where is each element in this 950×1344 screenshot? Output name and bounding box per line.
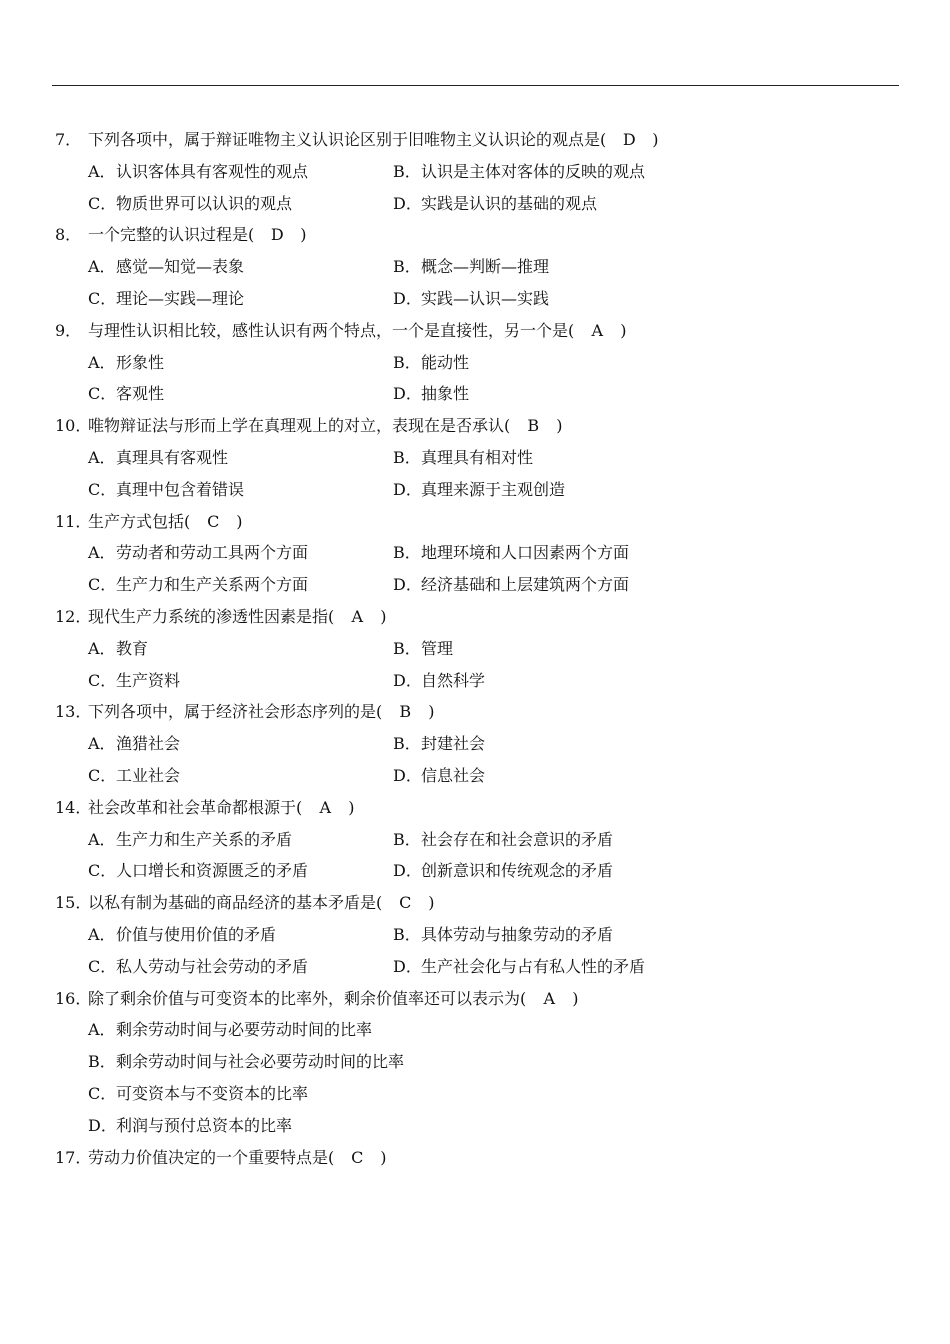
question-number: 15． [55,893,92,913]
answer-paren-open: ( [296,797,303,817]
answer-letter: C [351,1147,364,1167]
question-number: 16． [55,988,92,1008]
option-row [55,855,915,887]
option-text: 认识是主体对客体的反映的观点 [421,161,646,181]
answer-paren-open: ( [504,416,511,436]
option-text: 客观性 [116,384,165,404]
option-letter: D． [393,861,422,881]
question-stem [55,410,915,442]
question-text: 下列各项中，属于辩证唯物主义认识论区别于旧唯物主义认识论的观点是 [88,130,601,149]
option-letter: B． [393,543,421,563]
option [88,188,292,220]
option [393,283,549,315]
option-letter: D． [88,1115,117,1135]
answer-paren-open: ( [328,606,335,626]
answer-letter: C [207,511,220,531]
answer-paren-open: ( [376,893,383,913]
option [88,824,292,856]
option-row [55,728,915,760]
option [393,824,613,856]
option-letter: C． [88,288,117,308]
answer-paren-open: ( [600,130,607,149]
answer-paren-open: ( [328,1147,335,1167]
question-number: 12． [55,606,92,626]
question-text: 生产方式包括 [88,511,185,531]
option-text: 物质世界可以认识的观点 [116,193,293,213]
option-text: 真理具有客观性 [116,447,229,467]
answer-paren-open: ( [568,320,575,340]
option-letter: B． [88,1052,116,1072]
answer-paren-open: ( [376,702,383,722]
option-row [55,919,915,951]
option-letter: B． [393,829,421,849]
option [393,378,469,410]
answer-letter: D [270,225,284,245]
option-text: 剩余劳动时间与必要劳动时间的比率 [116,1020,373,1040]
option-text: 价值与使用价值的矛盾 [116,924,277,944]
option-letter: B． [393,924,421,944]
option-letter: D． [393,288,422,308]
option-row [55,633,915,665]
option-letter: A． [88,352,116,372]
option-text: 生产力和生产关系两个方面 [116,575,309,595]
option-text: 生产力和生产关系的矛盾 [116,829,293,849]
option [88,1078,308,1110]
option-row [55,474,915,506]
option-row [55,347,915,379]
option-text: 人口增长和资源匮乏的矛盾 [116,861,309,881]
option-letter: B． [393,161,421,181]
option [393,855,613,887]
answer-letter: D [622,130,636,149]
option [393,251,549,283]
question-number: 8． [55,225,82,245]
option [88,1046,404,1078]
option-letter: A． [88,447,116,467]
option-text: 管理 [421,638,454,658]
option-letter: A． [88,924,116,944]
option-text: 抽象性 [421,384,470,404]
option-text: 真理来源于主观创造 [421,479,566,499]
option [393,633,453,665]
option [393,919,613,951]
option [393,537,629,569]
option-text: 渔猎社会 [116,734,181,754]
option-letter: D． [393,193,422,213]
option-row [55,951,915,983]
option-text: 概念—判断—推理 [421,257,550,277]
option-letter: C． [88,956,117,976]
question-number: 10． [55,416,92,436]
question-text: 下列各项中，属于经济社会形态序列的是 [88,702,377,722]
option [88,474,244,506]
option-letter: D． [393,479,422,499]
option-text: 私人劳动与社会劳动的矛盾 [116,956,309,976]
option [393,188,597,220]
question-stem [55,506,915,538]
question-stem [55,887,915,919]
option [88,347,164,379]
option [393,347,469,379]
answer-letter: C [399,893,412,913]
option-text: 劳动者和劳动工具两个方面 [116,543,309,563]
option-text: 创新意识和传统观念的矛盾 [421,861,614,881]
option-text: 地理环境和人口因素两个方面 [421,543,630,563]
option-letter: C． [88,193,117,213]
option-row [55,251,915,283]
option [88,156,308,188]
option-text: 具体劳动与抽象劳动的矛盾 [421,924,614,944]
option-text: 教育 [116,638,149,658]
option [88,283,244,315]
option-letter: A． [88,829,116,849]
option-letter: B． [393,447,421,467]
question-list [55,124,915,1173]
option-letter: D． [393,765,422,785]
answer-letter: A [543,988,556,1008]
option-text: 形象性 [116,352,165,372]
question-number: 17． [55,1147,92,1167]
answer-letter: A [351,606,364,626]
option [393,665,485,697]
question-text: 社会改革和社会革命都根源于 [88,797,297,817]
option-row [55,1014,915,1046]
option-text: 真理中包含着错误 [116,479,245,499]
option [88,951,308,983]
question-stem [55,315,915,347]
option-text: 实践—认识—实践 [421,288,550,308]
option-letter: A． [88,1020,116,1040]
answer-paren-close: ) [380,1147,387,1167]
option [88,1110,292,1142]
option-letter: B． [393,352,421,372]
option-row [55,1110,915,1142]
answer-paren-open: ( [520,988,527,1008]
question-stem [55,983,915,1015]
option-letter: C． [88,479,117,499]
option-letter: B． [393,734,421,754]
question-text: 一个完整的认识过程是 [88,225,249,245]
option [88,537,308,569]
option-letter: A． [88,543,116,563]
option-row [55,156,915,188]
option [88,1014,372,1046]
option-letter: C． [88,575,117,595]
question-number: 11． [55,511,92,531]
option-row [55,188,915,220]
option [88,251,244,283]
question-stem [55,124,915,156]
option [88,569,308,601]
option-letter: A． [88,161,116,181]
option [88,728,180,760]
option-text: 能动性 [421,352,470,372]
option [393,951,645,983]
option-text: 经济基础和上层建筑两个方面 [421,575,630,595]
option-letter: A． [88,734,116,754]
option-text: 信息社会 [421,765,486,785]
option-letter: B． [393,638,421,658]
answer-paren-open: ( [184,511,191,531]
question-text: 劳动力价值决定的一个重要特点是 [88,1147,329,1167]
option-letter: C． [88,670,117,690]
question-number: 7． [55,130,82,149]
option-text: 工业社会 [116,765,181,785]
answer-paren-close: ) [428,893,435,913]
question-text: 唯物辩证法与形而上学在真理观上的对立，表现在是否承认 [88,416,505,436]
option-row [55,1046,915,1078]
option [393,569,629,601]
answer-paren-close: ) [236,511,243,531]
option-text: 封建社会 [421,734,486,754]
option [393,156,645,188]
answer-letter: B [527,416,540,436]
question-stem [55,219,915,251]
option [88,919,276,951]
option [88,855,308,887]
option-row [55,569,915,601]
option-row [55,283,915,315]
question-text: 现代生产力系统的渗透性因素是指 [88,606,329,626]
option [393,474,565,506]
option [393,760,485,792]
option-text: 实践是认识的基础的观点 [421,193,598,213]
option-letter: C． [88,861,117,881]
option-row [55,378,915,410]
option-text: 自然科学 [421,670,486,690]
answer-paren-close: ) [652,130,659,149]
option-text: 认识客体具有客观性的观点 [116,161,309,181]
option [88,633,148,665]
question-text: 除了剩余价值与可变资本的比率外，剩余价值率还可以表示为 [88,988,521,1008]
answer-paren-close: ) [556,416,563,436]
option-letter: D． [393,575,422,595]
answer-paren-close: ) [620,320,627,340]
option [88,378,164,410]
question-number: 14． [55,797,92,817]
option-row [55,824,915,856]
question-stem [55,792,915,824]
question-text: 与理性认识相比较，感性认识有两个特点，一个是直接性，另一个是 [88,320,569,340]
answer-paren-open: ( [248,225,255,245]
answer-letter: A [591,320,604,340]
option-letter: A． [88,638,116,658]
option-letter: C． [88,1083,117,1103]
option-text: 剩余劳动时间与社会必要劳动时间的比率 [116,1052,405,1072]
option-row [55,1078,915,1110]
question-stem [55,696,915,728]
option-letter: A． [88,257,116,277]
option-row [55,442,915,474]
option-letter: C． [88,384,117,404]
option [88,665,180,697]
option-text: 可变资本与不变资本的比率 [116,1083,309,1103]
answer-paren-close: ) [572,988,579,1008]
option-letter: D． [393,670,422,690]
option-row [55,760,915,792]
option-text: 利润与预付总资本的比率 [116,1115,293,1135]
option-row [55,665,915,697]
option [393,728,485,760]
question-text: 以私有制为基础的商品经济的基本矛盾是 [88,893,377,913]
option-text: 生产资料 [116,670,181,690]
option [88,442,228,474]
option-text: 真理具有相对性 [421,447,534,467]
question-number: 13． [55,702,92,722]
option-text: 社会存在和社会意识的矛盾 [421,829,614,849]
answer-paren-close: ) [300,225,307,245]
question-stem [55,1142,915,1174]
option-row [55,537,915,569]
answer-paren-close: ) [428,702,435,722]
option-letter: C． [88,765,117,785]
question-stem [55,601,915,633]
option-text: 感觉—知觉—表象 [116,257,245,277]
option [88,760,180,792]
answer-letter: A [319,797,332,817]
header-rule [52,85,899,86]
option-text: 生产社会化与占有私人性的矛盾 [421,956,646,976]
answer-letter: B [399,702,412,722]
option-letter: D． [393,956,422,976]
question-number: 9． [55,320,82,340]
option-text: 理论—实践—理论 [116,288,245,308]
option [393,442,533,474]
answer-paren-close: ) [348,797,355,817]
option-letter: B． [393,257,421,277]
answer-paren-close: ) [380,606,387,626]
option-letter: D． [393,384,422,404]
